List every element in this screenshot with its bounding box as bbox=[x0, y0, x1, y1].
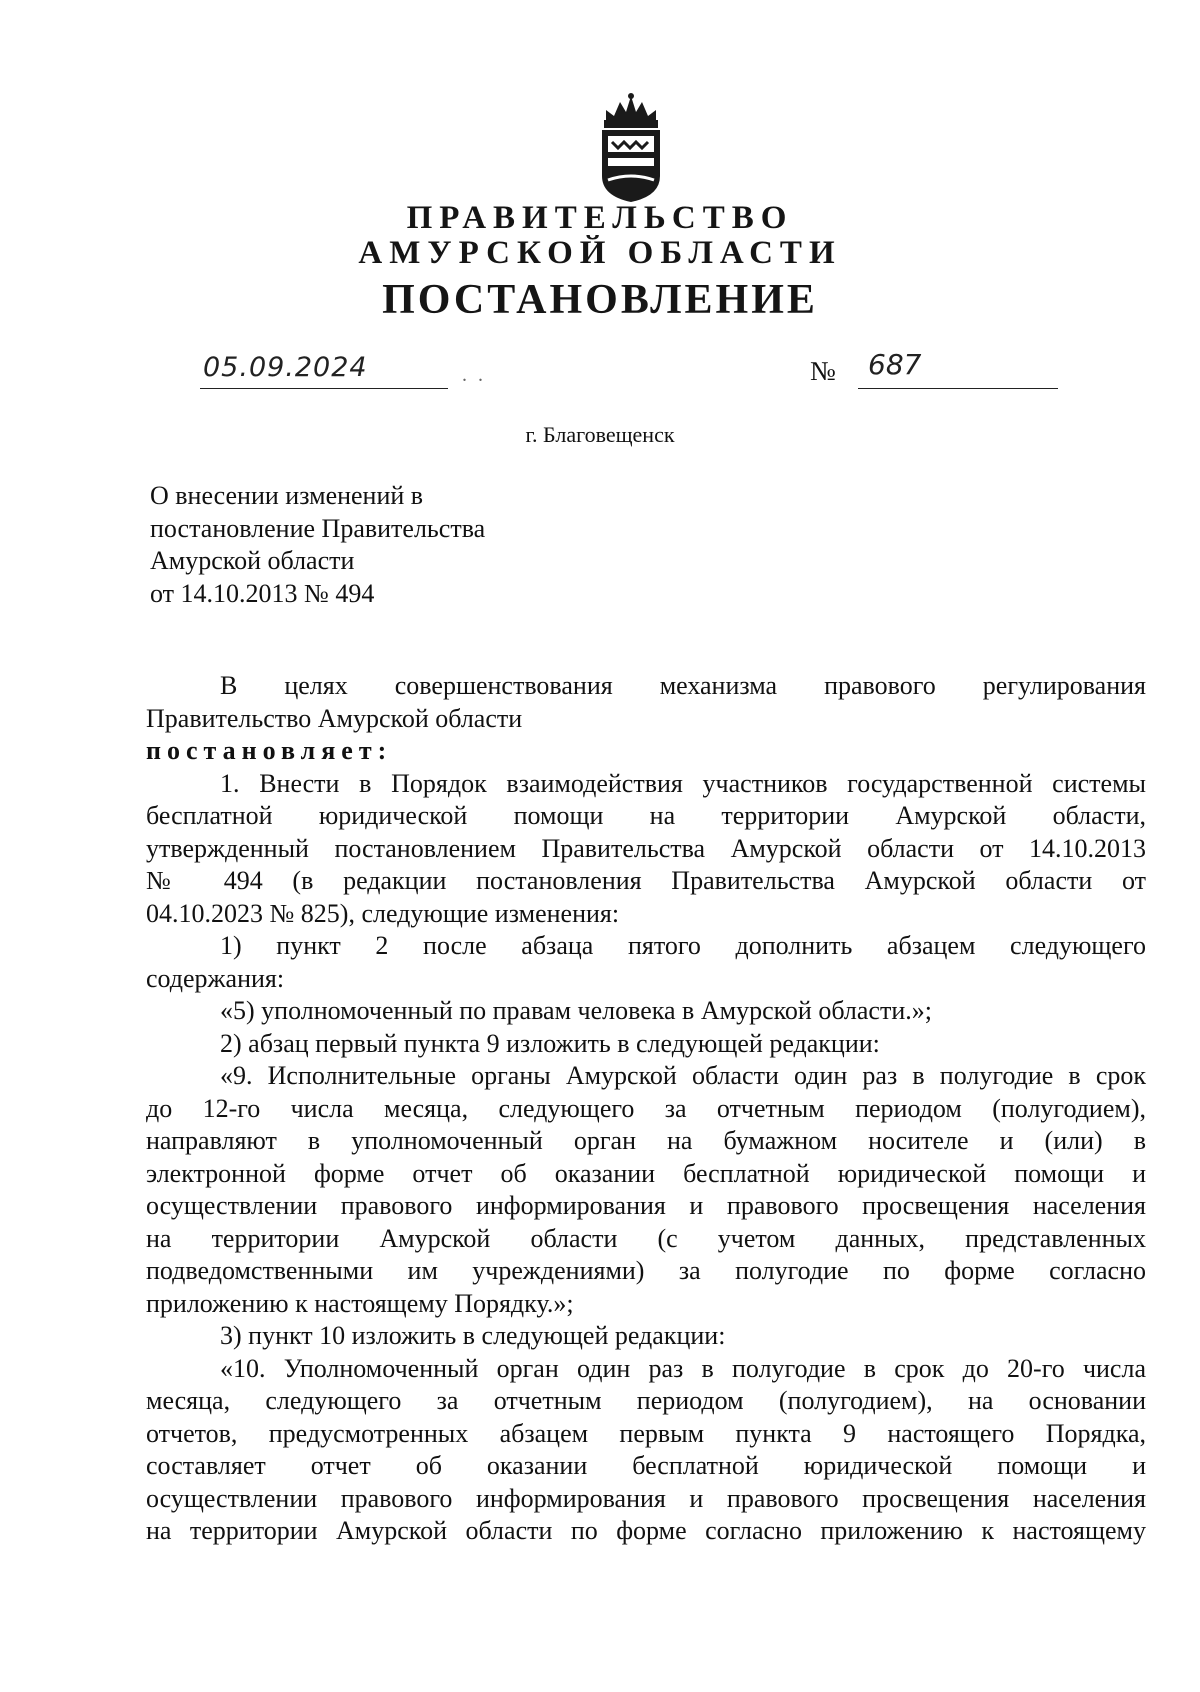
paragraph10-line: на территории Амурской области по форме согласно приложению к настоящему bbox=[146, 1516, 1146, 1545]
preamble-line: В целях совершенствования механизма правового регулирования bbox=[220, 671, 1146, 700]
item1-line: утвержденный постановлением Правительства Амурской области от 14.10.2013 bbox=[146, 833, 1146, 863]
paragraph9-line: осуществлении правового информирования и правового просвещения населения bbox=[146, 1191, 1146, 1220]
subitem1-quote: «5) уполномоченный по правам человека в Амурской области.»; bbox=[220, 996, 932, 1025]
paragraph10-line: отчетов, предусмотренных абзацем первым пункта 9 настоящего Порядка, bbox=[146, 1418, 1146, 1448]
subitem1-line: содержания: bbox=[146, 963, 285, 993]
subject-line: от 14.10.2013 № 494 bbox=[150, 578, 375, 608]
paragraph9-line: подведомственными им учреждениями) за полугодие по форме согласно bbox=[146, 1256, 1146, 1285]
handwritten-number: 687 bbox=[868, 348, 922, 381]
document-type-title: ПОСТАНОВЛЕНИЕ bbox=[382, 277, 818, 323]
subject-line: Амурской области bbox=[150, 546, 355, 575]
city-name: г. Благовещенск bbox=[525, 422, 675, 447]
preamble-line: Правительство Амурской области bbox=[146, 703, 523, 733]
subitem3-line: 3) пункт 10 изложить в следующей редакции: bbox=[220, 1321, 726, 1350]
paragraph9-line: направляют в уполномоченный орган на бумажном носителе и (или) в bbox=[146, 1126, 1146, 1155]
resolves-word: постановляет: bbox=[146, 736, 393, 765]
document-body bbox=[146, 670, 1146, 1548]
organization-name-line2: АМУРСКОЙ ОБЛАСТИ bbox=[358, 235, 842, 271]
paragraph10-line: составляет отчет об оказании бесплатной юридической помощи и bbox=[146, 1451, 1146, 1480]
paragraph10-line: осуществлении правового информирования и правового просвещения населения bbox=[146, 1483, 1146, 1513]
paragraph9-line: до 12-го числа месяца, следующего за отчетным периодом (полугодием), bbox=[146, 1093, 1146, 1123]
paragraph10-line: месяца, следующего за отчетным периодом (полугодием), на основании bbox=[146, 1386, 1146, 1415]
number-sign: № bbox=[810, 356, 836, 386]
handwritten-date: 05.09.2024 bbox=[203, 352, 368, 383]
subject-line: О внесении изменений в bbox=[150, 481, 424, 510]
paragraph9-line: «9. Исполнительные органы Амурской области один раз в полугодие в срок bbox=[220, 1061, 1146, 1090]
number-underline bbox=[858, 388, 1058, 389]
item1-line: бесплатной юридической помощи на территории Амурской области, bbox=[146, 801, 1146, 830]
item1-line: 04.10.2023 № 825), следующие изменения: bbox=[146, 898, 620, 928]
paragraph9-line: электронной форме отчет об оказании бесплатной юридической помощи и bbox=[146, 1158, 1146, 1188]
paragraph10-line: «10. Уполномоченный орган один раз в полугодие в срок до 20-го числа bbox=[220, 1353, 1146, 1383]
paragraph9-line: на территории Амурской области (с учетом данных, представленных bbox=[146, 1223, 1146, 1253]
subject-line: постановление Правительства bbox=[150, 513, 486, 543]
subitem1-line: 1) пункт 2 после абзаца пятого дополнить абзацем следующего bbox=[220, 931, 1146, 960]
item1-line: 1. Внести в Порядок взаимодействия участников государственной системы bbox=[220, 768, 1146, 798]
amur-oblast-coat-of-arms-icon bbox=[594, 92, 668, 204]
paragraph9-line: приложению к настоящему Порядку.»; bbox=[146, 1288, 574, 1318]
organization-name-line1: ПРАВИТЕЛЬСТВО bbox=[406, 200, 794, 236]
date-dots: . . bbox=[462, 364, 486, 386]
document-subject bbox=[150, 480, 485, 610]
item1-line: № 494 (в редакции постановления Правительства Амурской области от bbox=[146, 866, 1146, 895]
subitem2-line: 2) абзац первый пункта 9 изложить в следующей редакции: bbox=[220, 1028, 880, 1058]
date-underline bbox=[200, 388, 448, 389]
